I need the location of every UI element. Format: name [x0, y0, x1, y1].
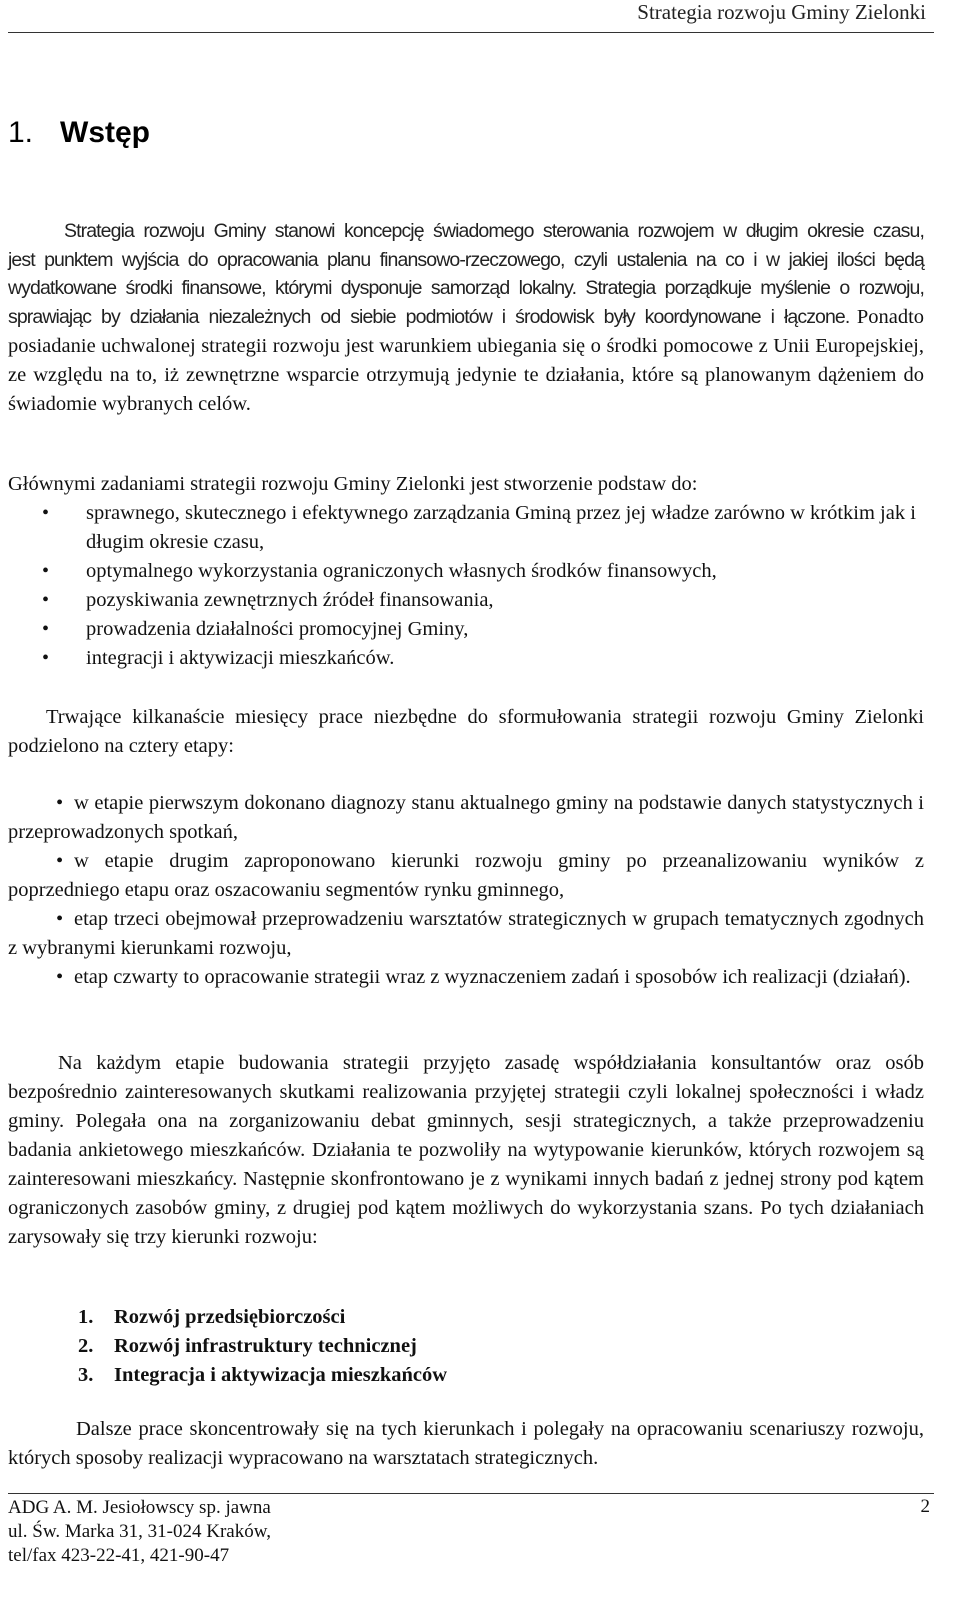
running-header: Strategia rozwoju Gminy Zielonki [637, 0, 926, 24]
bullet-icon: • [56, 850, 64, 872]
footer-phone: tel/fax 423-22-41, 421-90-47 [8, 1545, 230, 1566]
list-item: • integracji i aktywizacji mieszkańców. [8, 644, 924, 673]
intro-text-a: Strategia rozwoju Gminy stanowi koncepcję świadomego sterowania rozwojem w długim okresie czasu, jest punktem wyjścia do opracowania planu finansowo-rzeczowego, czyli ustalenia na co i w jakiej ilości będą wydatkowane środki finansowe, którymi dysponuje samorząd lokalny. Strategia porządkuje myślenie o rozwoju, sprawiając by działania niezależnych od siebie podmiotów i środowisk były koordynowane i łączone. [8, 220, 924, 328]
bullet-icon: • [42, 502, 50, 524]
list-item: • w etapie drugim zaproponowano kierunki rozwoju gminy po przeanalizowaniu wyników z poprzedniego etapu oraz oszacowaniu segmentów rynku gminnego, [8, 847, 924, 905]
footer-company: ADG A. M. Jesiołowscy sp. jawna [8, 1497, 271, 1518]
further-work-paragraph: Dalsze prace skoncentrowały się na tych kierunkach i polegały na opracowaniu scenariuszy rozwoju, których sposoby realizacji wypracowano na warsztatach strategicznych. [8, 1418, 924, 1469]
list-item: • sprawnego, skutecznego i efektywnego zarządzania Gminą przez jej władze zarówno w krótkim jak i długim okresie czasu, [8, 499, 924, 557]
list-item: • etap trzeci obejmował przeprowadzeniu warsztatów strategicznych w grupach tematycznych zgodnych z wybranymi kierunkami rozwoju, [8, 905, 924, 963]
list-item: • optymalnego wykorzystania ograniczonych własnych środków finansowych, [8, 557, 924, 586]
section-heading [8, 116, 150, 150]
tasks-intro: Głównymi zadaniami strategii rozwoju Gminy Zielonki jest stworzenie podstaw do: [8, 473, 698, 495]
bullet-icon: • [56, 792, 64, 814]
list-item: 2. Rozwój infrastruktury technicznej [78, 1335, 417, 1357]
footer-address: ul. Św. Marka 31, 31-024 Kraków, [8, 1521, 271, 1542]
bullet-icon: • [42, 560, 50, 582]
bullet-icon: • [56, 966, 64, 988]
footer-rule [8, 1493, 934, 1494]
header-rule [8, 32, 934, 33]
bullet-icon: • [42, 589, 50, 611]
list-item: • etap czwarty to opracowanie strategii wraz z wyznaczeniem zadań i sposobów ich realizacji (działań). [8, 963, 924, 992]
page-number: 2 [920, 1496, 930, 1517]
footer [8, 1496, 271, 1568]
intro-paragraph [8, 217, 924, 419]
stages-intro: Trwające kilkanaście miesięcy prace niezbędne do sformułowania strategii rozwoju Gminy Zielonki podzielono na cztery etapy: [8, 706, 924, 757]
bullet-icon: • [42, 647, 50, 669]
consultation-paragraph: Na każdym etapie budowania strategii przyjęto zasadę współdziałania konsultantów oraz osób bezpośrednio zainteresowanych skutkami realizowania przyjętej strategii czyli lokalnej społeczności i władz gminy. Polegała ona na zorganizowaniu debat gminnych, sesji strategicznych, a także przeprowadzeniu badania ankietowego mieszkańców. Działania te pozwoliły na wytypowanie kierunków, których rozwojem są zainteresowani mieszkańcy. Następnie skonfrontowano je z wynikami innych badań z jednej strony pod kątem ograniczonych zasobów gminy, z drugiej pod kątem możliwych do wykorzystania szans. Po tych działaniach zarysowały się trzy kierunki rozwoju: [8, 1052, 924, 1248]
list-item: • w etapie pierwszym dokonano diagnozy stanu aktualnego gminy na podstawie danych statystycznych i przeprowadzonych spotkań, [8, 789, 924, 847]
tasks-list [8, 499, 924, 673]
section-number: 1. [8, 116, 34, 149]
section-title: Wstęp [60, 116, 150, 149]
bullet-icon: • [42, 618, 50, 640]
list-item: • prowadzenia działalności promocyjnej Gminy, [8, 615, 924, 644]
list-item: 3. Integracja i aktywizacja mieszkańców [78, 1364, 448, 1386]
list-item: 1. Rozwój przedsiębiorczości [78, 1306, 346, 1328]
list-item: • pozyskiwania zewnętrznych źródeł finansowania, [8, 586, 924, 615]
bullet-icon: • [56, 908, 64, 930]
directions-list [78, 1303, 447, 1390]
intro-text-b: Ponadto posiadanie uchwalonej strategii rozwoju jest warunkiem ubiegania się o środki pomocowe z Unii Europejskiej, ze względu na to, iż zewnętrzne wsparcie otrzymują jedynie te działania, które są planowanym dążeniem do świadomie wybranych celów. [8, 305, 925, 415]
stages-list [8, 789, 924, 992]
